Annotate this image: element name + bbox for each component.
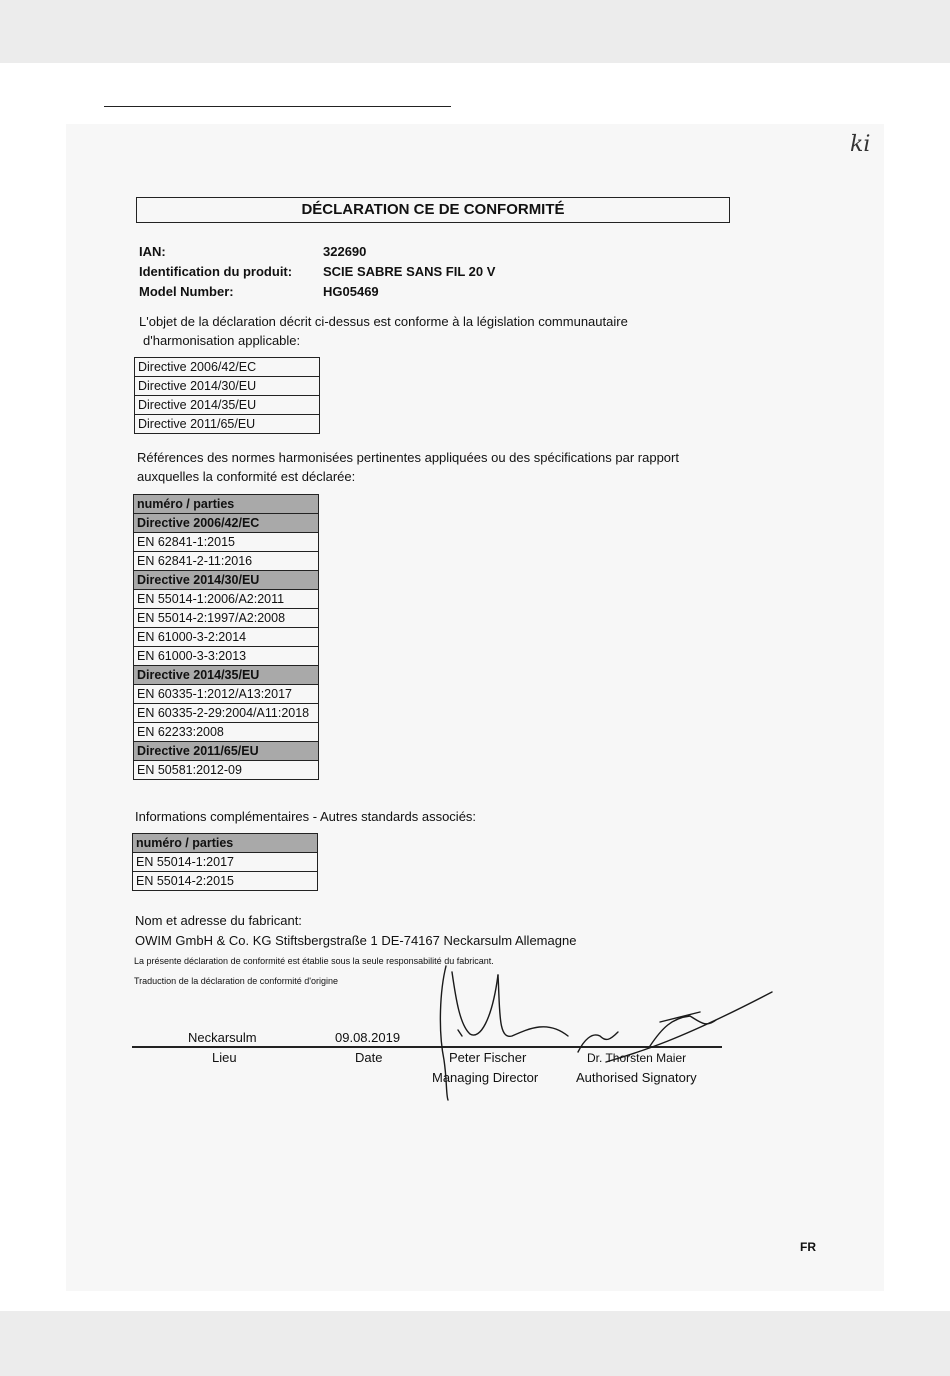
table-header-cell: numéro / parties — [134, 495, 319, 514]
model-number-label: Model Number: — [139, 284, 234, 299]
language-code: FR — [800, 1240, 816, 1254]
date-label: Date — [355, 1050, 383, 1065]
references-line-1: Références des normes harmonisées pertinentes appliquées ou des spécifications par rapport — [137, 450, 679, 465]
product-ident-label: Identification du produit: — [139, 264, 293, 279]
standard-cell: EN 60335-2-29:2004/A11:2018 — [134, 704, 319, 723]
product-ident-value: SCIE SABRE SANS FIL 20 V — [323, 264, 496, 279]
standard-cell: EN 61000-3-2:2014 — [134, 628, 319, 647]
signer2-name: Dr. Thorsten Maier — [587, 1051, 687, 1065]
directive-cell: Directive 2011/65/EU — [135, 415, 320, 434]
handwritten-mark: ki — [850, 132, 871, 157]
model-number-value: HG05469 — [323, 284, 379, 299]
signer1-name: Peter Fischer — [449, 1050, 527, 1065]
references-line-2: auxquelles la conformité est déclarée: — [137, 469, 356, 484]
table-header-cell: Directive 2014/30/EU — [134, 571, 319, 590]
standard-cell: EN 55014-1:2017 — [133, 853, 318, 872]
supplementary-heading: Informations complémentaires - Autres standards associés: — [135, 809, 477, 824]
intro-line-1: L'objet de la déclaration décrit ci-dessus est conforme à la législation communautaire — [139, 314, 628, 329]
directive-cell: Directive 2014/35/EU — [135, 396, 320, 415]
signer2-title: Authorised Signatory — [576, 1070, 697, 1085]
signer1-title: Managing Director — [432, 1070, 539, 1085]
intro-line-2: d'harmonisation applicable: — [143, 333, 301, 348]
standard-cell: EN 60335-1:2012/A13:2017 — [134, 685, 319, 704]
standard-cell: EN 55014-1:2006/A2:2011 — [134, 590, 319, 609]
table-header-cell: Directive 2011/65/EU — [134, 742, 319, 761]
standard-cell: EN 61000-3-3:2013 — [134, 647, 319, 666]
standard-cell: EN 55014-2:1997/A2:2008 — [134, 609, 319, 628]
standard-cell: EN 62841-1:2015 — [134, 533, 319, 552]
table-header-cell: Directive 2014/35/EU — [134, 666, 319, 685]
date-value: 09.08.2019 — [335, 1030, 401, 1045]
standard-cell: EN 50581:2012-09 — [134, 761, 319, 780]
translation-note: Traduction de la déclaration de conformité d'origine — [134, 976, 339, 986]
directive-cell: Directive 2014/30/EU — [135, 377, 320, 396]
table-header-cell: numéro / parties — [133, 834, 318, 853]
ian-label: IAN: — [139, 244, 166, 259]
directive-cell: Directive 2006/42/EC — [135, 358, 320, 377]
table-header-cell: Directive 2006/42/EC — [134, 514, 319, 533]
standard-cell: EN 62841-2-11:2016 — [134, 552, 319, 571]
standard-cell: EN 55014-2:2015 — [133, 872, 318, 891]
document-title: DÉCLARATION CE DE CONFORMITÉ — [136, 197, 730, 223]
responsibility-note: La présente déclaration de conformité est établie sous la seule responsabilité du fabricant. — [134, 956, 494, 966]
manufacturer-address: OWIM GmbH & Co. KG Stiftsbergstraße 1 DE-74167 Neckarsulm Allemagne — [135, 933, 577, 948]
manufacturer-label: Nom et adresse du fabricant: — [135, 913, 302, 928]
standard-cell: EN 62233:2008 — [134, 723, 319, 742]
ian-value: 322690 — [323, 244, 367, 259]
place-label: Lieu — [212, 1050, 237, 1065]
place-value: Neckarsulm — [188, 1030, 257, 1045]
